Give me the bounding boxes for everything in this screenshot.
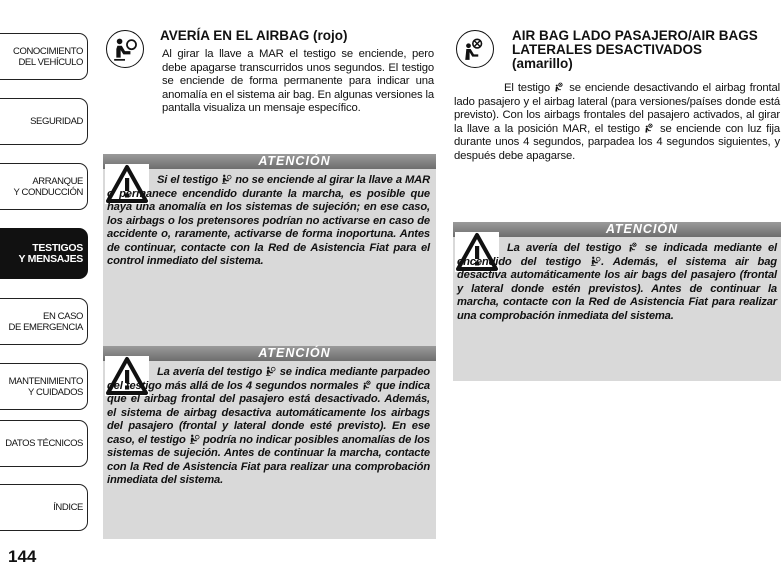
text-fragment: La avería del testigo [507,242,622,254]
section-heading-airbag-fault: AVERÍA EN EL AIRBAG (rojo) [160,28,348,43]
heading-line: LATERALES DESACTIVADOS [512,42,703,57]
text-fragment: podría no indicar posibles anomalías de los sistemas de sujeción. Antes de continuar la marcha, contacte con la Red de Asistencia Fiat para realizar una comprobación inmediata del sistema. [107,433,430,487]
sidebar-item-mantenimiento[interactable] [0,363,88,410]
warning-title: ATENCIÓN [258,346,331,360]
sidebar-item-emergencia[interactable] [0,298,88,345]
sidebar-item-datos-tecnicos[interactable] [0,420,88,467]
heading-line: AIR BAG LADO PASAJERO/AIR BAGS [512,28,758,43]
section-body-airbag-fault [104,48,434,116]
warning-title: ATENCIÓN [605,222,679,236]
warning-text [107,174,430,269]
text-fragment: se indica mediante parpadeo del testigo más allá de los 4 segundos normales [107,366,430,392]
sidebar-item-label: CONOCIMIENTO [13,45,83,57]
warning-text [457,242,777,323]
text-fragment: se enciende desactivando el airbag frontal lado pasajero y el airbag lateral (para versiones/países donde está previsto). Con los airbags frontales del pasajero activados, al girar la llave a la posición MAR, el testigo [454,82,780,135]
airbag-warning-icon [221,174,232,184]
warning-box [453,222,781,381]
text-fragment: se enciende con luz fija durante unos 4 segundos, parpadea los 4 segundos siguientes, y después debe apagarse. [454,122,780,162]
sidebar-item-label: ARRANQUE [32,175,83,187]
passenger-airbag-off-icon [456,30,494,68]
text-fragment: Si el testigo [157,174,219,186]
passenger-airbag-off-icon [628,242,639,252]
text-fragment: El testigo [504,82,551,94]
sidebar-item-label: Y MENSAJES [18,252,83,265]
text-fragment: La avería del testigo [157,366,263,378]
section-heading-passenger-airbag [512,29,782,71]
text-fragment: . Además, el sistema air bag desactiva automáticamente los air bags del pasajero (frontal y lateral donde estén previstos). Antes de continuar la marcha, contacte con la Red de Asistencia Fiat para realizar una comprobación inmediata del sistema. [457,255,777,322]
sidebar-item-label: Y CUIDADOS [28,386,83,398]
text-fragment: que indica que el airbag frontal del pasajero está desactivado. Además, el sistema de airbag desactiva automáticamente los airbags del pasajero (frontal y lateral donde esté previsto). En ese caso, el testigo [107,379,430,446]
sidebar-item-label: DE EMERGENCIA [8,321,83,333]
passenger-airbag-off-icon [362,380,373,390]
warning-box [103,154,436,347]
sidebar-item-indice[interactable] [0,484,88,531]
text-fragment: se indicada mediante el encendido del testigo [457,242,778,268]
airbag-warning-icon [189,434,200,444]
text-fragment: no se enciende al girar la llave a MAR o permanece encendido durante la marcha, es posible que haya una anomalía en los sistemas de sujeción; en ese caso, los airbags o los pretensores podrían no activarse en caso de accidente o, raramente, activarse de forma inoportuna. Antes de continuar, contacte con la Red de Asistencia Fiat para el control inmediato del sistema. [107,174,430,268]
sidebar-item-label: DATOS TÉCNICOS [5,438,83,449]
sidebar-item-label: ÍNDICE [53,502,83,513]
sidebar-item-label: DEL VEHÍCULO [18,56,83,68]
sidebar-item-label: TESTIGOS [32,241,83,254]
page-number: 144 [8,547,37,566]
heading-line: (amarillo) [512,56,573,71]
passenger-airbag-off-icon [644,123,655,133]
sidebar-item-conocimiento[interactable] [0,33,88,80]
sidebar-item-testigos[interactable] [0,228,88,279]
sidebar-item-label: SEGURIDAD [30,116,83,127]
paragraph: Al girar la llave a MAR el testigo se enciende, pero debe apagarse transcurridos unos segundos. El testigo se enciende de forma permanente para indicar una anomalía en el sistema air bag. En algunas versiones la pantalla visualiza un mensaje específico. [162,48,434,115]
section-body-passenger-airbag [454,82,780,164]
passenger-airbag-off-icon [554,82,565,92]
sidebar-item-seguridad[interactable] [0,98,88,145]
sidebar-item-label: MANTENIMIENTO [8,375,83,387]
sidebar-item-arranque[interactable] [0,163,88,210]
sidebar-item-label: Y CONDUCCIÓN [13,186,83,198]
warning-box [103,346,436,539]
airbag-warning-icon [265,366,276,376]
warning-title: ATENCIÓN [258,154,331,168]
warning-text [107,366,430,488]
airbag-warning-icon [590,256,601,266]
sidebar-item-label: EN CASO [43,310,83,322]
